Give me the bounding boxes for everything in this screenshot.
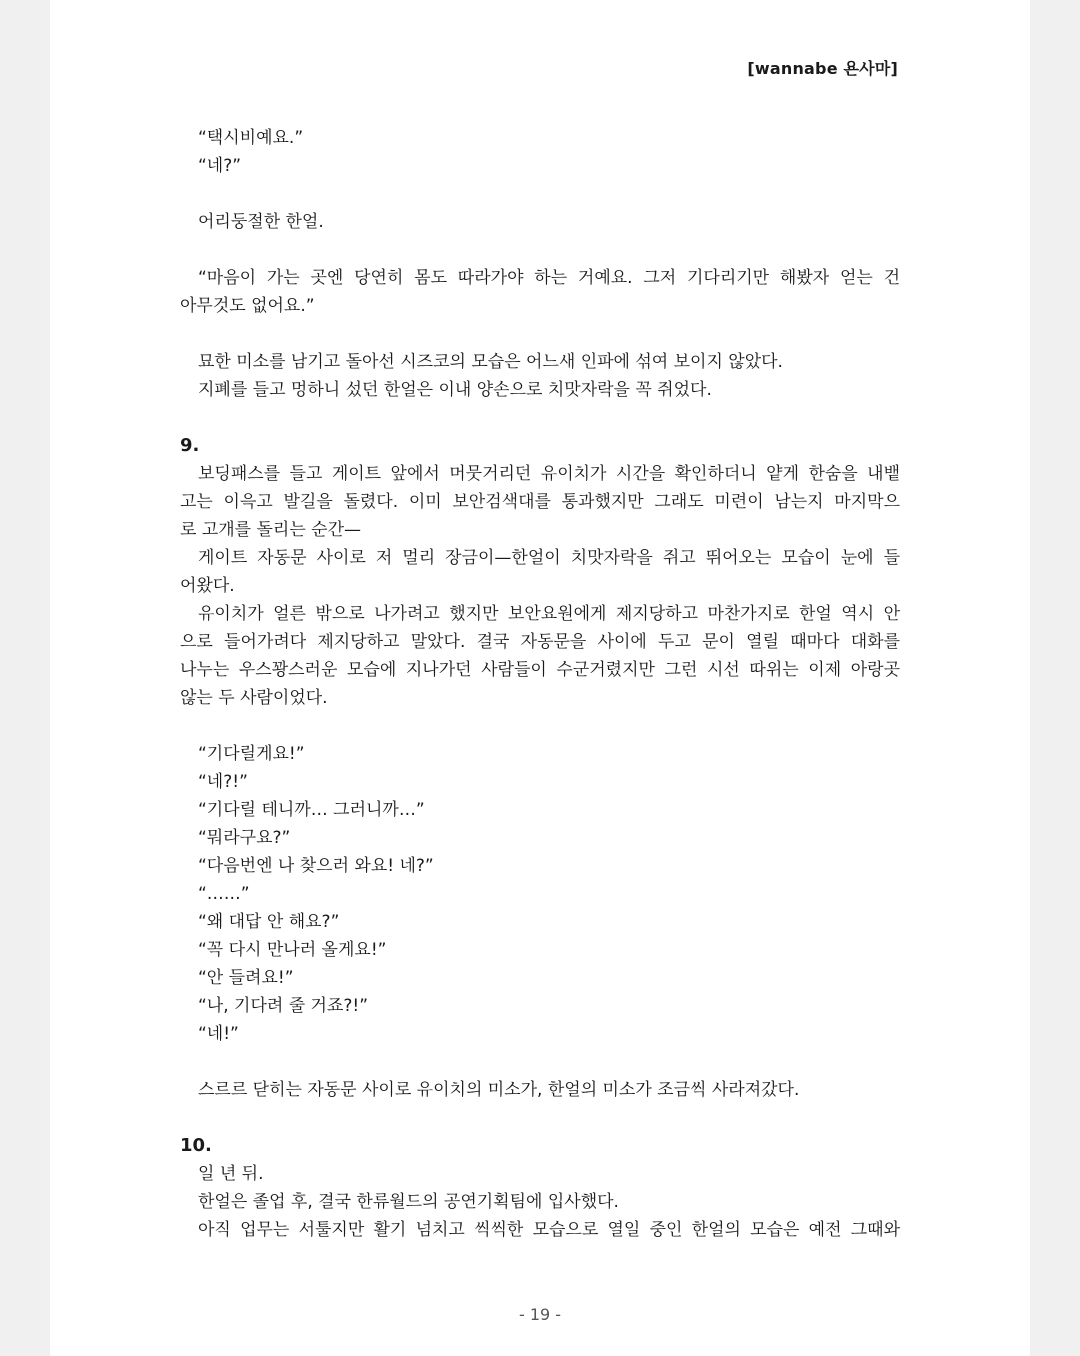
text-line: 어왔다. xyxy=(180,576,235,596)
dialogue-line: “네!” xyxy=(198,1024,239,1044)
section-heading: 10. xyxy=(180,1135,212,1156)
text-line: 스르르 닫히는 자동문 사이로 유이치의 미소가, 한얼의 미소가 조금씩 사라져갔다. xyxy=(198,1080,800,1100)
blank-line xyxy=(180,236,900,264)
dialogue-line: “다음번엔 나 찾으러 와요! 네?” xyxy=(198,856,434,876)
dialogue-line: “기다릴 테니까… 그러니까…” xyxy=(198,800,425,820)
dialogue-line: “왜 대답 안 해요?” xyxy=(198,912,340,932)
text-line: 묘한 미소를 남기고 돌아선 시즈코의 모습은 어느새 인파에 섞여 보이지 않았다. xyxy=(198,352,783,372)
text-line: 로 고개를 돌리는 순간— xyxy=(180,520,362,540)
text-line: 지폐를 들고 멍하니 섰던 한얼은 이내 양손으로 치맛자락을 꼭 쥐었다. xyxy=(198,380,712,400)
text-line: 보딩패스를 들고 게이트 앞에서 머뭇거리던 유이치가 시간을 확인하더니 얕게 한숨을 내뱉 xyxy=(198,464,900,484)
text-line: “네?” xyxy=(198,156,242,176)
dialogue-line: “꼭 다시 만나러 올게요!” xyxy=(198,940,387,960)
page-body xyxy=(180,124,900,1244)
dialogue-line: “안 들려요!” xyxy=(198,968,294,988)
text-line: “택시비예요.” xyxy=(198,128,304,148)
text-line: 고는 이윽고 발길을 돌렸다. 이미 보안검색대를 통과했지만 그래도 미련이 남는지 마지막으 xyxy=(180,492,900,512)
blank-line xyxy=(180,404,900,432)
document-page xyxy=(50,0,1030,1356)
dialogue-line: “……” xyxy=(198,884,250,904)
text-line: 게이트 자동문 사이로 저 멀리 장금이—한얼이 치맛자락을 쥐고 뛰어오는 모습이 눈에 들 xyxy=(198,548,900,568)
dialogue-line: “나, 기다려 줄 거죠?!” xyxy=(198,996,369,1016)
blank-line xyxy=(180,320,900,348)
dialogue-line: “뭐라구요?” xyxy=(198,828,291,848)
text-line: 나누는 우스꽝스러운 모습에 지나가던 사람들이 수군거렸지만 그런 시선 따위는 이제 아랑곳 xyxy=(180,660,900,680)
text-line: 아직 업무는 서툴지만 활기 넘치고 씩씩한 모습으로 열일 중인 한얼의 모습은 예전 그때와 xyxy=(198,1220,900,1240)
dialogue-line: “네?!” xyxy=(198,772,248,792)
text-line: 으로 들어가려다 제지당하고 말았다. 결국 자동문을 사이에 두고 문이 열릴 때마다 대화를 xyxy=(180,632,900,652)
running-header: [wannabe 욘사마] xyxy=(747,59,898,78)
text-line: 아무것도 없어요.” xyxy=(180,296,315,316)
text-line: 한얼은 졸업 후, 결국 한류월드의 공연기획팀에 입사했다. xyxy=(198,1192,619,1212)
blank-line xyxy=(180,1048,900,1076)
text-line: 일 년 뒤. xyxy=(198,1164,264,1184)
text-line: 어리둥절한 한얼. xyxy=(198,212,324,232)
section-heading: 9. xyxy=(180,435,200,456)
page-number: - 19 - xyxy=(518,1305,562,1324)
dialogue-line: “기다릴게요!” xyxy=(198,744,305,764)
blank-line xyxy=(180,180,900,208)
blank-line xyxy=(180,712,900,740)
text-line: 유이치가 얼른 밖으로 나가려고 했지만 보안요원에게 제지당하고 마찬가지로 한얼 역시 안 xyxy=(198,604,900,624)
blank-line xyxy=(180,1104,900,1132)
text-line: “마음이 가는 곳엔 당연히 몸도 따라가야 하는 거예요. 그저 기다리기만 해봤자 얻는 건 xyxy=(198,268,900,288)
text-line: 않는 두 사람이었다. xyxy=(180,688,328,708)
